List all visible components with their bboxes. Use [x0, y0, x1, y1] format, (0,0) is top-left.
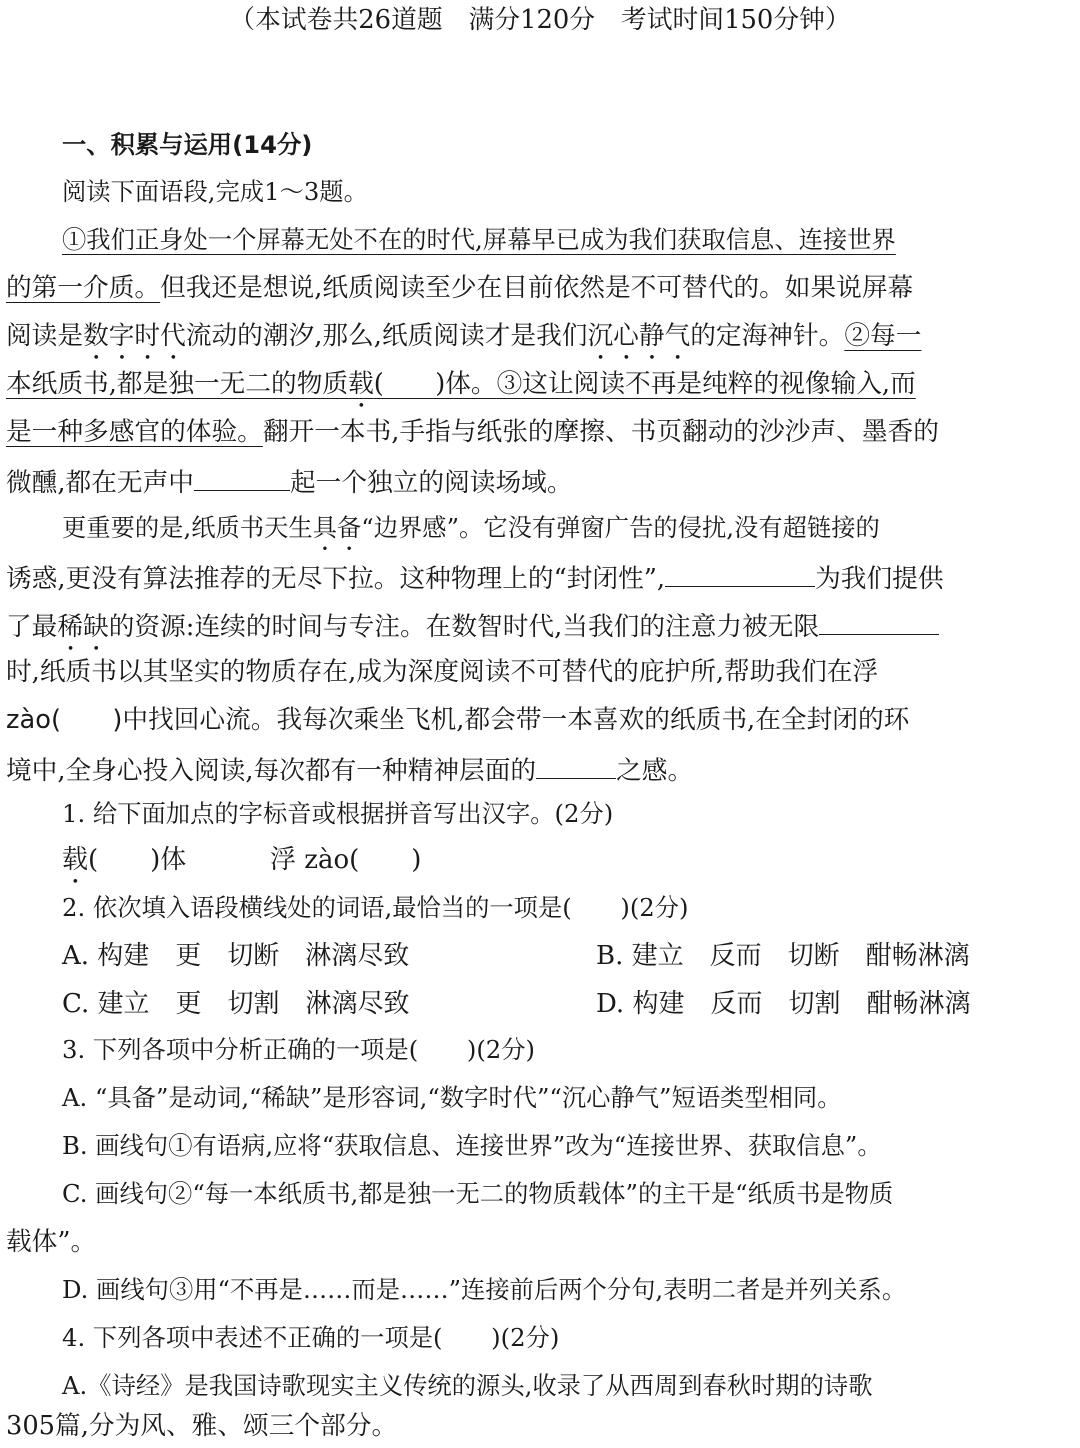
passage-line-9: [6, 604, 1080, 644]
dotted-char-zai: 载: [62, 845, 89, 875]
passage-line-12: [6, 748, 1080, 788]
q4-option-a-cont: 305篇,分为风、雅、颂三个部分。: [6, 1411, 398, 1441]
q3-option-c-cont: 载体”。: [6, 1227, 97, 1257]
passage-text: 微醺,都在无声中: [6, 468, 194, 498]
passage-text: 起一个独立的阅读场域。: [289, 468, 573, 498]
dotted-phrase-digital-era: 数字时代: [83, 321, 186, 351]
q3-option-b[interactable]: B. 画线句①有语病,应将“获取信息、连接世界”改为“连接世界、获取信息”。: [62, 1131, 882, 1160]
q1-item-b[interactable]: 浮 zào( ): [270, 845, 422, 875]
passage-text: 之感。: [616, 756, 694, 786]
answer-paren[interactable]: ( )体。: [373, 369, 497, 399]
passage-text: 翻开一本书,手指与纸张的摩擦、书页翻动的沙沙声、墨香的: [262, 417, 939, 447]
instruction: 阅读下面语段,完成1～3题。: [62, 177, 368, 206]
passage-text: 为我们提供: [815, 564, 944, 594]
underlined-sentence-2: ②每一: [844, 321, 922, 351]
q4-stem: 4. 下列各项中表述不正确的一项是( )(2分): [62, 1323, 560, 1352]
exam-header: （本试卷共26道题 满分120分 考试时间150分钟）: [229, 5, 851, 35]
passage-text: 诱惑,更没有算法推荐的无尽下拉。这种物理上的“封闭性”,: [6, 564, 666, 594]
q3-option-d[interactable]: D. 画线句③用“不再是……而是……”连接前后两个分句,表明二者是并列关系。: [62, 1275, 907, 1304]
passage-text: 本纸质书,都是独一无二的物质: [6, 369, 349, 399]
underlined-sentence-3-end: 是一种多感官的体验。: [6, 417, 263, 447]
passage-line-3: [6, 316, 1080, 356]
passage-line-7: [62, 508, 1080, 548]
pinyin-zao-paren[interactable]: zào( ): [6, 705, 123, 735]
passage-line-6: [6, 460, 1080, 500]
q3-option-a[interactable]: A. “具备”是动词,“稀缺”是形容词,“数字时代”“沉心静气”短语类型相同。: [62, 1083, 842, 1112]
passage-text: 更重要的是,纸质书天生: [62, 513, 313, 542]
fill-blank-3[interactable]: [819, 604, 939, 635]
underlined-sentence-1-end: 的第一介质。: [6, 273, 161, 303]
passage-line-4: [6, 364, 1080, 404]
q2-option-d[interactable]: D. 构建 反而 切割 酣畅淋漓: [596, 989, 971, 1019]
passage-text: 中找回心流。我每次乘坐飞机,都会带一本喜欢的纸质书,在全封闭的环: [122, 705, 910, 735]
q3-option-c[interactable]: C. 画线句②“每一本纸质书,都是独一无二的物质载体”的主干是“纸质书是物质: [62, 1179, 894, 1208]
dotted-char-zai: 载: [348, 369, 374, 399]
passage-text: “边界感”。它没有弹窗广告的侵扰,没有超链接的: [361, 513, 880, 542]
q2-stem: 2. 依次填入语段横线处的词语,最恰当的一项是( )(2分): [62, 893, 689, 922]
passage-line-8: [6, 556, 1080, 596]
q2-option-b[interactable]: B. 建立 反而 切断 酣畅淋漓: [596, 941, 970, 971]
passage-text: 的定海神针。: [690, 321, 845, 351]
fill-blank-1[interactable]: [194, 460, 290, 491]
passage-line-11: [6, 700, 1080, 740]
passage-text: 流动的潮汐,那么,纸质阅读才是我们: [185, 321, 588, 351]
fill-blank-2[interactable]: [665, 556, 815, 587]
passage-text: 阅读是: [6, 321, 84, 351]
passage-line-10: 时,纸质书以其坚实的物质存在,成为深度阅读不可替代的庇护所,帮助我们在浮: [6, 657, 879, 687]
fill-blank-4[interactable]: [536, 748, 616, 779]
passage-text: 的资源:连续的时间与专注。在数智时代,当我们的注意力被无限: [108, 612, 820, 642]
dotted-phrase-calm: 沉心静气: [587, 321, 691, 351]
passage-line-1: [62, 220, 1080, 260]
dotted-phrase-xique: 稀缺: [57, 612, 109, 642]
q4-option-a[interactable]: A.《诗经》是我国诗歌现实主义传统的源头,收录了从西周到春秋时期的诗歌: [62, 1371, 873, 1400]
section-title: 一、积累与运用(14分): [62, 130, 313, 159]
passage-line-5: [6, 412, 1080, 452]
passage-text: 境中,全身心投入阅读,每次都有一种精神层面的: [6, 756, 537, 786]
passage-text: 了最: [6, 612, 58, 642]
q2-option-c[interactable]: C. 建立 更 切割 淋漓尽致: [62, 989, 410, 1019]
q1-stem: 1. 给下面加点的字标音或根据拼音写出汉字。(2分): [62, 799, 614, 828]
underlined-sentence-1: ①我们正身处一个屏幕无处不在的时代,屏幕早已成为我们获取信息、连接世界: [62, 225, 896, 254]
dotted-phrase-jubei: 具备: [312, 513, 362, 542]
answer-paren[interactable]: ( )体: [88, 845, 187, 875]
q1-item-a[interactable]: [62, 840, 186, 890]
underlined-sentence-2-cont: [6, 369, 497, 399]
q2-option-a[interactable]: A. 构建 更 切断 淋漓尽致: [62, 941, 410, 971]
underlined-sentence-3: ③这让阅读不再是纯粹的视像输入,而: [496, 369, 916, 399]
q3-stem: 3. 下列各项中分析正确的一项是( )(2分): [62, 1035, 536, 1064]
passage-text: 但我还是想说,纸质阅读至少在目前依然是不可替代的。如果说屏幕: [160, 273, 914, 303]
passage-line-2: [6, 268, 1080, 308]
